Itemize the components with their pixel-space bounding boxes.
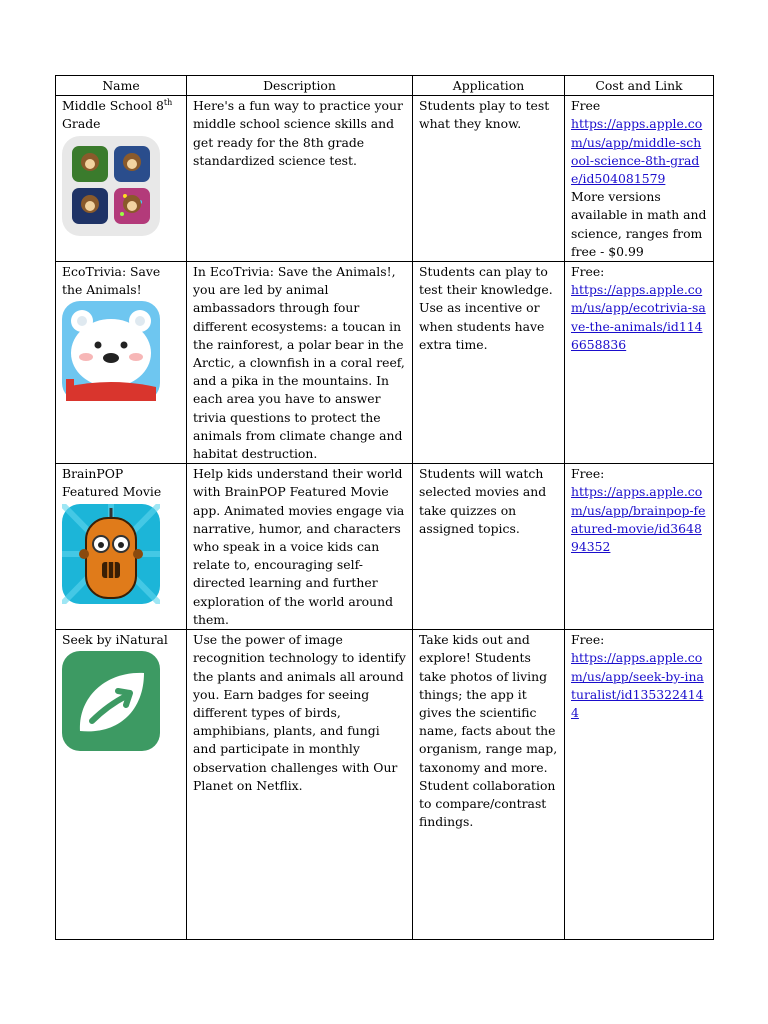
description-cell: Here's a fun way to practice your middle school science skills and get ready for the 8th grade standardized science test. <box>187 96 413 262</box>
app-name-cell <box>56 630 187 940</box>
header-description: Description <box>187 76 413 96</box>
app-store-link[interactable]: https://apps.apple.com/us/app/middle-school-science-8th-grade/id504081579 <box>571 116 703 187</box>
description-cell: Use the power of image recognition technology to identify the plants and animals all around you. Earn badges for seeing different types of birds, amphibians, plants, and fungi and participate in monthly observation challenges with Our Planet on Netflix. <box>187 630 413 940</box>
app-name: Middle School 8th Grade <box>62 98 173 132</box>
cost-text: Free: <box>571 466 605 482</box>
app-store-link[interactable]: https://apps.apple.com/us/app/seek-by-inaturalist/id1353224144 <box>571 650 704 721</box>
app-name: Seek by iNatural <box>62 632 168 648</box>
robot-icon <box>62 504 160 604</box>
application-cell: Students play to test what they know. <box>413 96 565 262</box>
table-row <box>56 464 714 630</box>
apps-table <box>55 75 714 940</box>
cost-link-cell <box>565 96 714 262</box>
header-row <box>56 76 714 96</box>
description-cell: Help kids understand their world with BrainPOP Featured Movie app. Animated movies engage via narrative, humor, and characters who speak in a voice kids can relate to, encouraging self-directed learning and further exploration of the world around them. <box>187 464 413 630</box>
cost-link-cell <box>565 262 714 464</box>
header-cost-link: Cost and Link <box>565 76 714 96</box>
header-application: Application <box>413 76 565 96</box>
cost-link-cell <box>565 630 714 940</box>
cost-link-cell <box>565 464 714 630</box>
versions-note: More versions available in math and science, ranges from free - $0.99 <box>571 189 707 259</box>
monkey-grid-icon <box>62 136 160 236</box>
application-cell: Students can play to test their knowledge. Use as incentive or when students have extra time. <box>413 262 565 464</box>
app-store-link[interactable]: https://apps.apple.com/us/app/ecotrivia-save-the-animals/id1146658836 <box>571 282 706 352</box>
table-row <box>56 262 714 464</box>
app-name-cell <box>56 262 187 464</box>
header-name: Name <box>56 76 187 96</box>
app-name: BrainPOP Featured Movie <box>62 466 162 500</box>
cost-text: Free <box>571 98 601 114</box>
polar-bear-icon <box>62 301 160 401</box>
app-name-cell <box>56 96 187 262</box>
app-store-link[interactable]: https://apps.apple.com/us/app/brainpop-featured-movie/id364894352 <box>571 484 706 555</box>
app-name-cell <box>56 464 187 630</box>
application-cell: Students will watch selected movies and take quizzes on assigned topics. <box>413 464 565 630</box>
cost-text: Free: <box>571 632 605 648</box>
description-cell: In EcoTrivia: Save the Animals!, you are led by animal ambassadors through four different ecosystems: a toucan in the rainforest, a polar bear in the Arctic, a clownfish in a coral reef, and a pika in the mountains. In each area you have to answer trivia questions to protect the animals from climate change and habitat destruction. <box>187 262 413 464</box>
app-name: EcoTrivia: Save the Animals! <box>62 264 161 298</box>
application-cell: Take kids out and explore! Students take photos of living things; the app it gives the scientific name, facts about the organism, range map, taxonomy and more. Student collaboration to compare/contrast findings. <box>413 630 565 940</box>
leaf-icon <box>62 651 160 751</box>
table-row <box>56 96 714 262</box>
cost-text: Free: <box>571 264 605 280</box>
table-row <box>56 630 714 940</box>
